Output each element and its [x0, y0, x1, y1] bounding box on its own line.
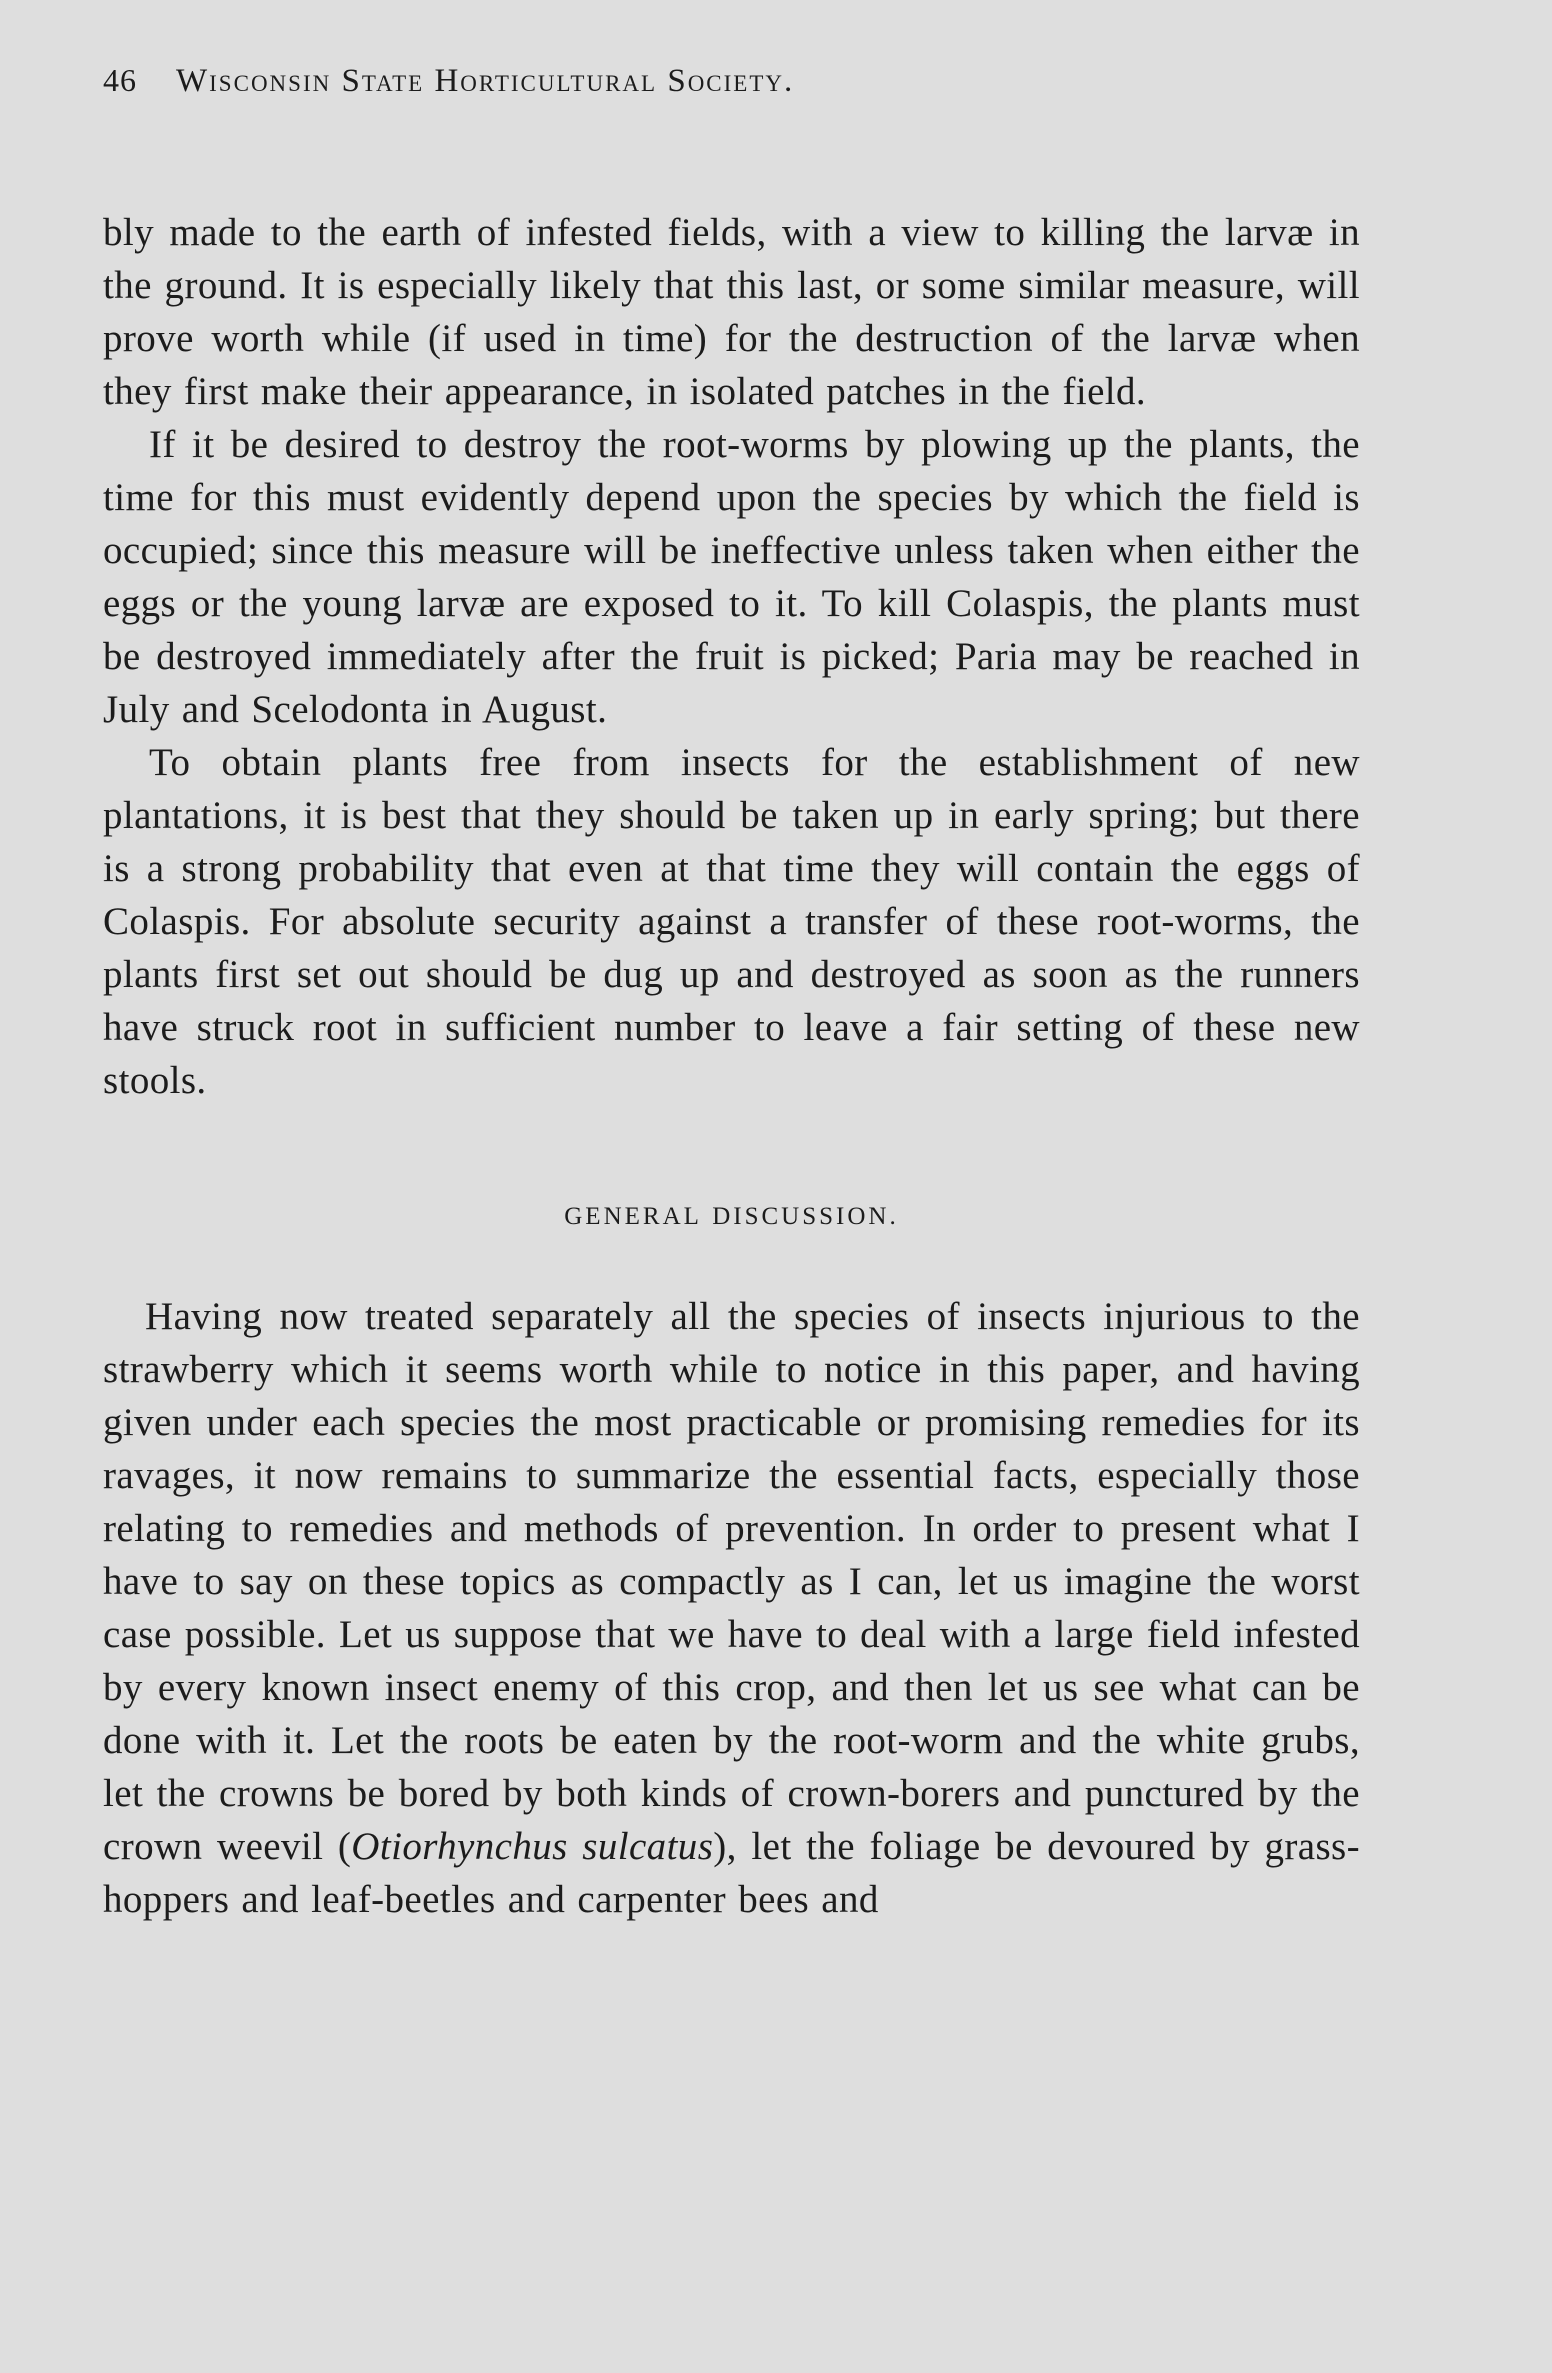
paragraph-plowing: If it be desired to destroy the root-worms by plowing up the plants, the time for this must evidently depend upon the species by which the field is occupied; since this measure will be ineffective unless taken when either the eggs or the young larvæ are exposed to it. To kill Colaspis, the plants must be destroyed immediately after the fruit is picked; Paria may be reached in July and Scelodonta in August. [103, 423, 1360, 731]
page-number: 46 [103, 62, 137, 98]
species-name-italic: Otiorhynchus sulcatus [351, 1825, 714, 1868]
paragraph-text-before-italic: Having now treated separately all the species of insects injurious to the strawberry which it seems worth while to notice in this paper, and having given under each species the most practicable or promising remedies for its ravages, it now remains to summarize the essential facts, especially those relating to remedies and methods of prevention. In order to present what I have to say on these topics as compactly as I can, let us imagine the worst case possible. Let us suppose that we have to deal with a large field infested by every known insect enemy of this crop, and then let us see what can be done with it. Let the roots be eaten by the root-worm and the white grubs, let the crowns be bored by both kinds of crown-borers and punctured by the crown weevil ( [103, 1295, 1360, 1868]
paragraph-new-plantations: To obtain plants free from insects for the establishment of new plantations, it is best that they should be taken up in early spring; but there is a strong probability that even at that time they will contain the eggs of Colaspis. For absolute security against a transfer of these root-worms, the plants first set out should be dug up and destroyed as soon as the runners have struck root in sufficient number to leave a fair setting of these new stools. [103, 741, 1360, 1102]
body-text [103, 206, 1360, 1926]
running-title: Wisconsin State Horticultural Society. [176, 63, 795, 99]
paragraph-continued: bly made to the earth of infested fields, with a view to killing the larvæ in the ground. It is especially likely that this last, or some similar measure, will prove worth while (if used in time) for the destruction of the larvæ when they first make their appearance, in isolated patches in the field. [103, 211, 1360, 413]
paragraph-text-after-italic: ), let the foliage be devoured by grass-hoppers and leaf-beetles and carpenter bees and [103, 1825, 1361, 1921]
section-heading: GENERAL DISCUSSION. [564, 1203, 899, 1230]
paragraph-general-discussion [103, 1290, 1360, 1926]
running-head [103, 62, 1360, 124]
